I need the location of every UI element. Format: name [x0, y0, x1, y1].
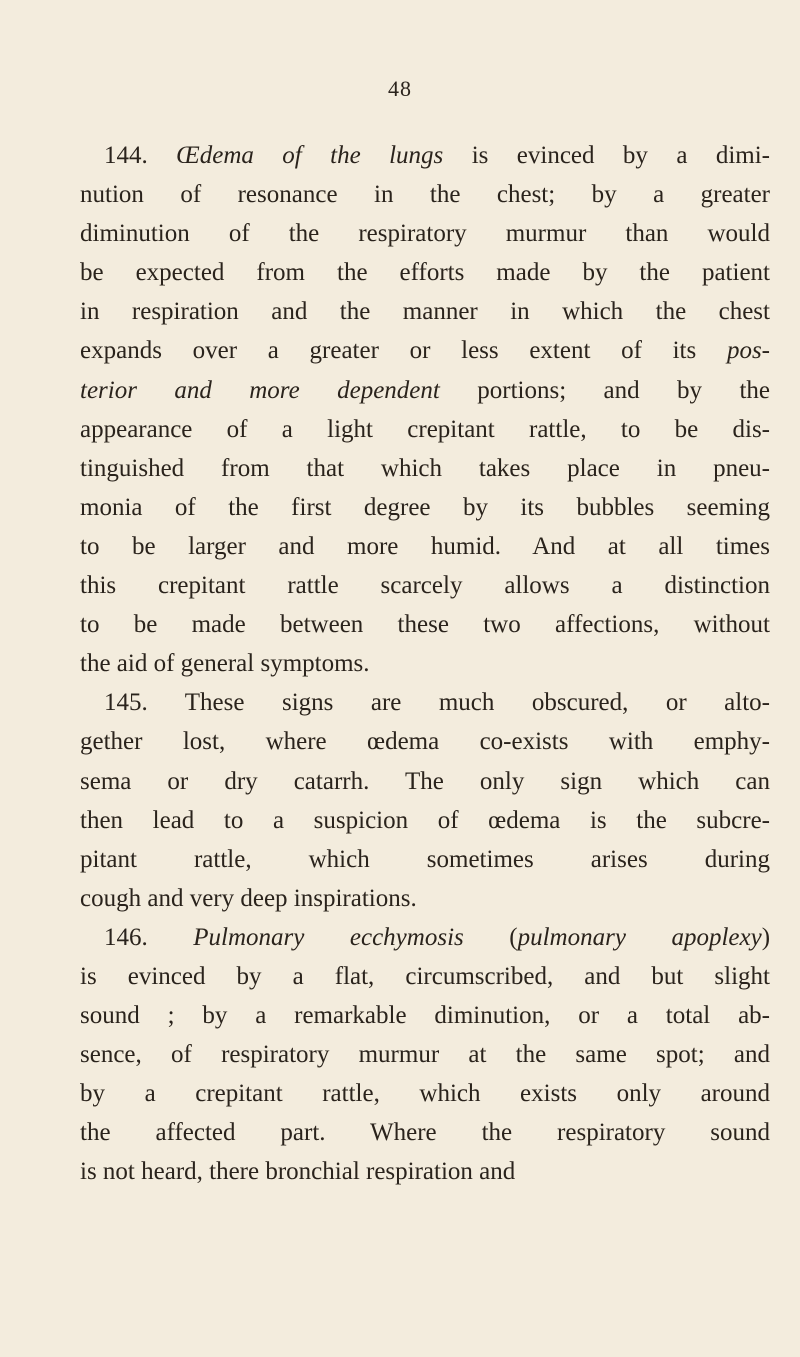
- text-line: [80, 292, 770, 331]
- text-line: [80, 1113, 770, 1152]
- text-run: cough and very deep inspirations.: [80, 884, 417, 912]
- text-line: [80, 722, 770, 761]
- text-line: [80, 644, 770, 683]
- text-line: [80, 1074, 770, 1113]
- page-number: 48: [388, 76, 412, 101]
- text-run: is not heard, there bronchial respiration and: [80, 1158, 516, 1186]
- italic-text: pos-: [726, 337, 770, 365]
- text-line: [80, 1035, 770, 1074]
- text-run: gether lost, where œdema co-exists with emphy-: [80, 728, 770, 756]
- text-run: portions; and by the: [439, 376, 771, 404]
- text-run: in respiration and the manner in which the chest: [80, 298, 770, 326]
- text-run: is evinced by a flat, circumscribed, and but slight: [80, 962, 770, 990]
- text-line: [80, 957, 770, 996]
- text-run: is evinced by a dimi-: [443, 142, 770, 169]
- text-run: (: [463, 923, 518, 951]
- text-run: to be larger and more humid. And at all times: [80, 532, 770, 560]
- text-line: [80, 996, 770, 1035]
- text-run: ): [761, 923, 771, 951]
- text-run: to be made between these two affections, without: [80, 611, 770, 639]
- text-run: tinguished from that which takes place in pneu-: [80, 454, 770, 482]
- paragraph-p144: [80, 136, 770, 683]
- text-line: [80, 605, 770, 644]
- text-run: sema or dry catarrh. The only sign which can: [80, 767, 770, 795]
- text-run: expands over a greater or less extent of its: [80, 337, 727, 365]
- text-line: [80, 683, 770, 722]
- text-line: [80, 410, 770, 449]
- text-line: [80, 488, 770, 527]
- text-line: [80, 214, 770, 253]
- text-line: [80, 449, 770, 488]
- text-line: [80, 918, 770, 957]
- text-run: sound ; by a remarkable diminution, or a total ab-: [80, 1002, 770, 1030]
- italic-text: Pulmonary ecchymosis: [193, 923, 464, 951]
- text-line: [80, 253, 770, 292]
- text-run: appearance of a light crepitant rattle, to be dis-: [80, 415, 770, 443]
- text-run: 144.: [104, 142, 177, 169]
- text-line: [80, 371, 770, 410]
- italic-text: Œdema of the lungs: [176, 142, 444, 169]
- body-text: [80, 136, 770, 1192]
- text-run: by a crepitant rattle, which exists only around: [80, 1080, 770, 1108]
- text-run: then lead to a suspicion of œdema is the subcre-: [80, 806, 770, 834]
- text-line: [80, 762, 770, 801]
- italic-text: pulmonary apoplexy: [517, 923, 762, 951]
- text-run: diminution of the respiratory murmur than would: [80, 220, 770, 248]
- paragraph-p146: [80, 918, 770, 1192]
- paragraph-p145: [80, 683, 770, 918]
- text-run: 146.: [104, 923, 194, 951]
- text-line: [80, 840, 770, 879]
- text-line: [80, 879, 770, 918]
- text-run: 145. These signs are much obscured, or alto-: [104, 689, 770, 717]
- text-run: this crepitant rattle scarcely allows a distinction: [80, 572, 770, 600]
- text-line: [80, 1152, 770, 1191]
- text-line: [80, 136, 770, 175]
- text-line: [80, 566, 770, 605]
- text-line: [80, 175, 770, 214]
- italic-text: terior and more dependent: [80, 376, 440, 404]
- text-line: [80, 331, 770, 370]
- text-run: the affected part. Where the respiratory sound: [80, 1119, 770, 1147]
- text-run: nution of resonance in the chest; by a greater: [80, 181, 770, 209]
- text-run: monia of the first degree by its bubbles seeming: [80, 493, 770, 521]
- text-run: pitant rattle, which sometimes arises during: [80, 845, 770, 873]
- text-line: [80, 527, 770, 566]
- text-run: sence, of respiratory murmur at the same spot; and: [80, 1041, 770, 1069]
- text-line: [80, 801, 770, 840]
- text-run: the aid of general symptoms.: [80, 650, 370, 678]
- text-run: be expected from the efforts made by the patient: [80, 259, 770, 287]
